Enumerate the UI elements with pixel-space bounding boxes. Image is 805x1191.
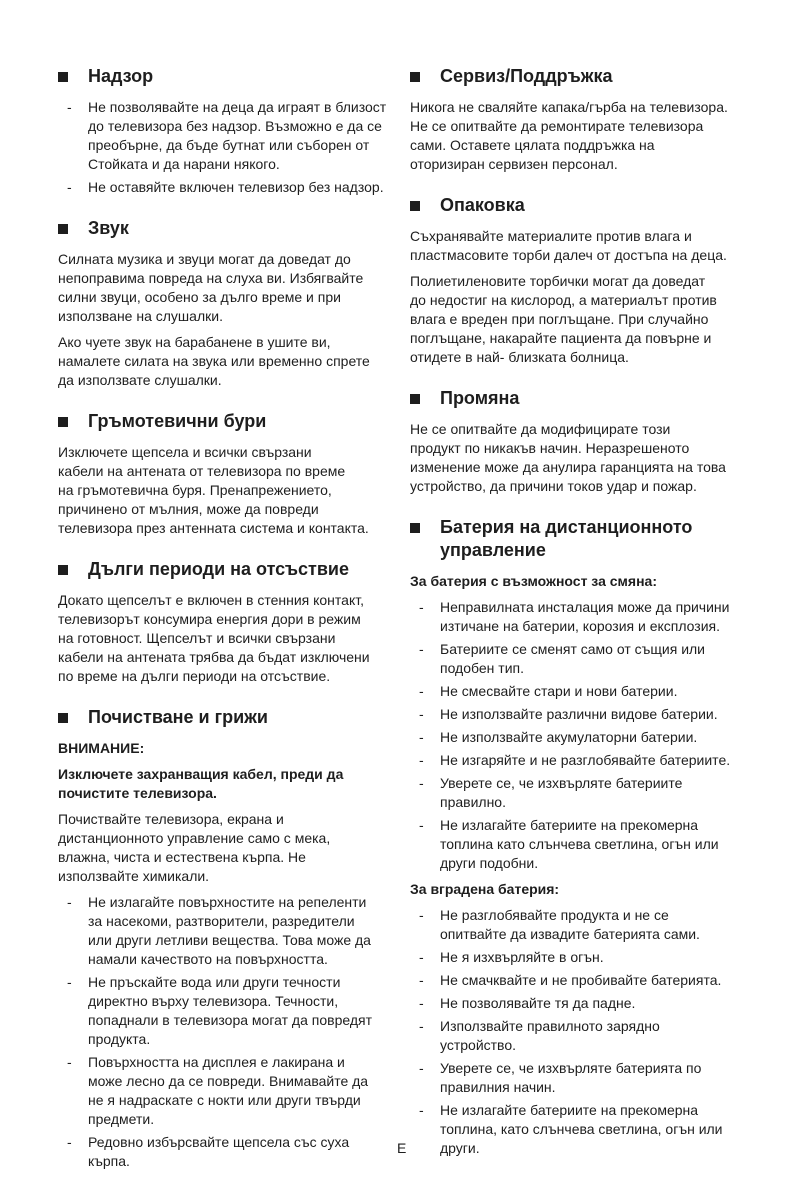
dash-bullet-icon: - xyxy=(419,729,424,745)
paragraph xyxy=(410,98,770,174)
text-line: Стойката и да нарани някого. xyxy=(88,156,280,172)
paragraph xyxy=(410,420,770,496)
text-line: кабели на антената от телевизора по време xyxy=(58,463,346,479)
square-bullet-icon xyxy=(58,72,68,82)
text-line: Не се опитвайте да модифицирате този xyxy=(410,421,671,437)
text-line: кабели на антената трябва да бъдат изключени xyxy=(58,649,370,665)
right-column xyxy=(410,65,770,1158)
text-line: Не оставяйте включен телевизор без надзор. xyxy=(88,179,384,195)
dash-bullet-icon: - xyxy=(419,599,424,615)
dash-bullet-icon: - xyxy=(67,99,72,115)
text-line: дистанционното управление само с мека, xyxy=(58,830,331,846)
list-item xyxy=(410,640,770,678)
section-heading xyxy=(410,194,770,217)
page-marker: E xyxy=(397,1140,407,1156)
text-line: почистите телевизора. xyxy=(58,785,217,801)
dash-bullet-icon: - xyxy=(419,641,424,657)
text-line: продукта. xyxy=(88,1031,151,1047)
paragraph xyxy=(410,227,770,265)
bold-note xyxy=(58,739,398,758)
paragraph xyxy=(58,810,398,886)
square-bullet-icon xyxy=(410,394,420,404)
text-line: изменение може да анулира гаранцията на това xyxy=(410,459,726,475)
text-line: или други летливи вещества. Това може да xyxy=(88,932,371,948)
list-item xyxy=(58,178,398,197)
text-line: Сервиз/Поддръжка xyxy=(440,66,613,86)
list-item xyxy=(410,751,770,770)
dash-bullet-icon: - xyxy=(419,752,424,768)
text-line: влажна, чиста и естествена кърпа. Не xyxy=(58,849,306,865)
text-line: опитвайте да извадите батерията сами. xyxy=(440,926,700,942)
dash-bullet-icon: - xyxy=(419,949,424,965)
text-line: Силната музика и звуци могат да доведат до xyxy=(58,251,351,267)
text-line: отидете в най- близката болница. xyxy=(410,349,629,365)
section-heading xyxy=(410,65,770,88)
text-line: Неправилната инсталация може да причини xyxy=(440,599,730,615)
dash-bullet-icon: - xyxy=(67,1134,72,1150)
square-bullet-icon xyxy=(58,565,68,575)
list-item xyxy=(58,893,398,969)
text-line: За батерия с възможност за смяна: xyxy=(410,573,657,589)
text-line: Не позволявайте тя да падне. xyxy=(440,995,636,1011)
text-line: пластмасовите торби далеч от достъпа на деца. xyxy=(410,247,727,263)
bullet-list xyxy=(58,98,398,197)
text-line: топлина, като слънчева светлина, огън или xyxy=(440,1121,723,1137)
text-line: Батериите се сменят само от същия или xyxy=(440,641,706,657)
text-line: кърпа. xyxy=(88,1153,130,1169)
text-line: топлина като слънчева светлина, огън или xyxy=(440,836,719,852)
text-line: други подобни. xyxy=(440,855,539,871)
text-line: Надзор xyxy=(88,66,154,86)
text-line: правилно. xyxy=(440,794,506,810)
list-item xyxy=(58,1053,398,1129)
paragraph xyxy=(58,591,398,686)
text-line: Не се опитвайте да ремонтирате телевизора xyxy=(410,118,704,134)
dash-bullet-icon: - xyxy=(67,179,72,195)
text-line: Не излагайте батериите на прекомерна xyxy=(440,817,699,833)
text-line: до недостиг на кислород, а материалът против xyxy=(410,292,717,308)
bullet-list xyxy=(410,598,770,873)
text-line: попаднали в телевизора могат да повредят xyxy=(88,1012,372,1028)
list-item xyxy=(410,774,770,812)
text-line: устройство, да причини токов удар и пожар. xyxy=(410,478,697,494)
text-line: използване на слушалки. xyxy=(58,308,223,324)
section-heading xyxy=(58,410,398,433)
text-line: Повърхността на дисплея е лакирана и xyxy=(88,1054,345,1070)
text-line: телевизора през антенната система и контакта. xyxy=(58,520,369,536)
text-line: Не смесвайте стари и нови батерии. xyxy=(440,683,678,699)
paragraph xyxy=(58,443,398,538)
text-line: Изключете захранващия кабел, преди да xyxy=(58,766,344,782)
text-line: Полиетиленовите торбички могат да доведат xyxy=(410,273,706,289)
section-heading xyxy=(410,387,770,410)
dash-bullet-icon: - xyxy=(419,683,424,699)
square-bullet-icon xyxy=(58,417,68,427)
text-line: Не използвайте различни видове батерии. xyxy=(440,706,718,722)
dash-bullet-icon: - xyxy=(419,706,424,722)
text-line: силни звуци, особено за дълго време и при xyxy=(58,289,341,305)
text-line: непоправима повреда на слуха ви. Избягвайте xyxy=(58,270,364,286)
dash-bullet-icon: - xyxy=(67,894,72,910)
text-line: на готовност. Щепселът и всички свързани xyxy=(58,630,336,646)
text-line: подобен тип. xyxy=(440,660,524,676)
section-heading xyxy=(58,217,398,240)
list-item xyxy=(410,816,770,873)
text-line: продукт по никакъв начин. Неразрешеното xyxy=(410,440,690,456)
text-line: Не разглобявайте продукта и не се xyxy=(440,907,669,923)
text-line: поглъщане, накарайте пациента да повърне и xyxy=(410,330,712,346)
text-line: Не излагайте повърхностите на репеленти xyxy=(88,894,367,910)
text-line: Редовно избърсвайте щепсела със суха xyxy=(88,1134,350,1150)
square-bullet-icon xyxy=(410,72,420,82)
paragraph xyxy=(410,272,770,367)
text-line: Никога не сваляйте капака/гърба на телевизора. xyxy=(410,99,728,115)
list-item xyxy=(58,1133,398,1171)
text-line: може лесно да се повреди. Внимавайте да xyxy=(88,1073,369,1089)
list-item xyxy=(410,598,770,636)
list-item xyxy=(58,973,398,1049)
square-bullet-icon xyxy=(410,201,420,211)
text-line: преобърне, да бъде бутнат или съборен от xyxy=(88,137,370,153)
text-line: за насекоми, разтворители, разредители xyxy=(88,913,355,929)
square-bullet-icon xyxy=(58,224,68,234)
text-line: Звук xyxy=(88,218,129,238)
text-line: изтичане на батерии, корозия и експлозия. xyxy=(440,618,721,634)
text-line: правилния начин. xyxy=(440,1079,556,1095)
square-bullet-icon xyxy=(410,523,420,533)
text-line: намалете силата на звука или временно спрете xyxy=(58,353,370,369)
text-line: да използвате слушалки. xyxy=(58,372,222,388)
bold-note xyxy=(410,880,770,899)
text-line: влага е вреден при поглъщане. При случайно xyxy=(410,311,709,327)
text-line: Опаковка xyxy=(440,195,525,215)
dash-bullet-icon: - xyxy=(419,1018,424,1034)
dash-bullet-icon: - xyxy=(419,817,424,833)
text-line: Използвайте правилното зарядно xyxy=(440,1018,660,1034)
text-line: Почиствайте телевизора, екрана и xyxy=(58,811,284,827)
text-line: Не изгаряйте и не разглобявайте батериите. xyxy=(440,752,731,768)
list-item xyxy=(410,1101,770,1158)
text-line: до телевизора без надзор. Възможно е да се xyxy=(88,118,382,134)
dash-bullet-icon: - xyxy=(67,1054,72,1070)
list-item xyxy=(58,98,398,174)
list-item xyxy=(410,705,770,724)
list-item xyxy=(410,1017,770,1055)
text-line: Не излагайте батериите на прекомерна xyxy=(440,1102,699,1118)
text-line: За вградена батерия: xyxy=(410,881,560,897)
text-line: Не пръскайте вода или други течности xyxy=(88,974,341,990)
dash-bullet-icon: - xyxy=(419,1060,424,1076)
text-line: по време на дълги периоди на отсъствие. xyxy=(58,668,331,684)
section-heading xyxy=(58,706,398,729)
section-heading xyxy=(58,65,398,88)
paragraph xyxy=(58,333,398,390)
dash-bullet-icon: - xyxy=(419,1102,424,1118)
text-line: Съхранявайте материалите против влага и xyxy=(410,228,692,244)
text-line: Не смачквайте и не пробивайте батерията. xyxy=(440,972,722,988)
text-line: директно върху телевизора. Течности, xyxy=(88,993,339,1009)
text-line: Не използвайте акумулаторни батерии. xyxy=(440,729,698,745)
square-bullet-icon xyxy=(58,713,68,723)
list-item xyxy=(410,948,770,967)
text-line: предмети. xyxy=(88,1111,155,1127)
left-column xyxy=(58,65,398,1171)
text-line: намали качеството на повърхността. xyxy=(88,951,328,967)
list-item xyxy=(410,682,770,701)
text-line: Ако чуете звук на барабанене в ушите ви, xyxy=(58,334,331,350)
dash-bullet-icon: - xyxy=(419,907,424,923)
text-line: други. xyxy=(440,1140,480,1156)
text-line: причинено от мълния, може да повреди xyxy=(58,501,319,517)
text-line: Докато щепселът е включен в стенния контакт, xyxy=(58,592,364,608)
dash-bullet-icon: - xyxy=(67,974,72,990)
bold-note xyxy=(58,765,398,803)
section-heading xyxy=(410,516,770,562)
text-line: Изключете щепсела и всички свързани xyxy=(58,444,312,460)
bold-note xyxy=(410,572,770,591)
list-item xyxy=(410,1059,770,1097)
text-line: използвайте химикали. xyxy=(58,868,210,884)
text-line: Батерия на дистанционното xyxy=(440,517,693,537)
text-line: Не я изхвърляйте в огън. xyxy=(440,949,604,965)
text-line: Не позволявайте на деца да играят в близост xyxy=(88,99,387,115)
dash-bullet-icon: - xyxy=(419,972,424,988)
text-line: Промяна xyxy=(440,388,520,408)
text-line: Уверете се, че изхвърляте батериите xyxy=(440,775,683,791)
text-line: Почистване и грижи xyxy=(88,707,268,727)
text-line: сами. Оставете цялата поддръжка на xyxy=(410,137,655,153)
text-line: устройство. xyxy=(440,1037,517,1053)
dash-bullet-icon: - xyxy=(419,775,424,791)
text-line: Дълги периоди на отсъствие xyxy=(88,559,350,579)
list-item xyxy=(410,994,770,1013)
section-heading xyxy=(58,558,398,581)
bullet-list xyxy=(410,906,770,1158)
text-line: ВНИМАНИЕ: xyxy=(58,740,145,756)
list-item xyxy=(410,971,770,990)
text-line: оторизиран сервизен персонал. xyxy=(410,156,618,172)
text-line: Уверете се, че изхвърляте батерията по xyxy=(440,1060,702,1076)
text-line: Гръмотевични бури xyxy=(88,411,267,431)
text-line: телевизорът консумира енергия дори в режим xyxy=(58,611,361,627)
text-line: не я надраскате с нокти или други твърди xyxy=(88,1092,361,1108)
dash-bullet-icon: - xyxy=(419,995,424,1011)
bullet-list xyxy=(58,893,398,1171)
list-item xyxy=(410,728,770,747)
paragraph xyxy=(58,250,398,326)
list-item xyxy=(410,906,770,944)
text-line: управление xyxy=(440,540,546,560)
text-line: на гръмотевична буря. Пренапрежението, xyxy=(58,482,332,498)
